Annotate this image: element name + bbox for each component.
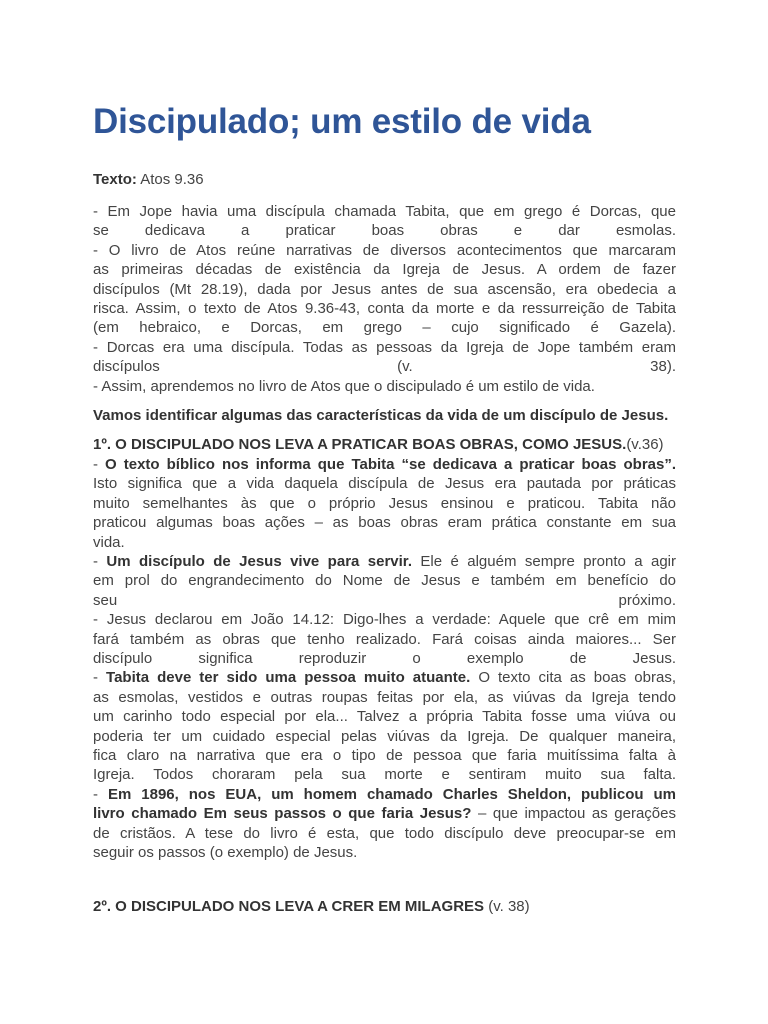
intro-line: - O livro de Atos reúne narrativas de diversos acontecimentos que marcaram [93, 241, 676, 259]
text-reference [93, 170, 676, 189]
section-2-heading-ref: (v. 38) [488, 898, 530, 916]
text-reference-value: Atos 9.36 [140, 171, 204, 188]
section-1-p5-second [93, 804, 676, 823]
intro-line: discípulos (v. 38). [93, 358, 676, 376]
section-1-p5-bold-1: Em 1896, nos EUA, um homem chamado Charles Sheldon, publicou um [107, 785, 676, 803]
section-1-line: poderia ter um cuidado especial pelas viúvas da Igreja. De qualquer maneira, [93, 727, 676, 745]
section-1-line: seu próximo. [93, 591, 676, 609]
intro-line: - Dorcas era uma discípula. Todas as pessoas da Igreja de Jope também eram [93, 338, 676, 356]
section-1-p2-bold: Um discípulo de Jesus vive para servir. [106, 552, 412, 570]
intro-line: se dedicava a praticar boas obras e dar esmolas. [93, 222, 676, 240]
intro-paragraphs [93, 202, 676, 396]
intro-line: - Assim, aprendemos no livro de Atos que o discipulado é um estilo de vida. [93, 377, 595, 395]
section-1-p1-first [93, 455, 676, 474]
intro-line: discípulos (Mt 28.19), dada por Jesus antes de sua ascensão, era obedecia a [93, 280, 676, 298]
section-1-heading-text: 1º. O DISCIPULADO NOS LEVA A PRATICAR BOAS OBRAS, COMO JESUS. [93, 436, 627, 454]
dash: - [93, 785, 108, 803]
intro-line: risca. Assim, o texto de Atos 9.36-43, conta da morte e da ressurreição de Tabita [93, 300, 676, 318]
document-title: Discipulado; um estilo de vida [93, 102, 591, 141]
section-2-heading-text: 2º. O DISCIPULADO NOS LEVA A CRER EM MILAGRES [93, 898, 485, 916]
section-2-heading [93, 897, 676, 916]
section-1-line: as esmolas, vestidos e outras roupas feitas por ela, as viúvas da Igreja tendo [93, 688, 676, 706]
section-1-line: seguir os passos (o exemplo) de Jesus. [93, 844, 358, 861]
document-page [93, 98, 676, 917]
section-1-line: discípulo significa reproduzir o exemplo de Jesus. [93, 649, 676, 667]
section-1-p5-after: – que impactou as gerações [477, 805, 676, 823]
section-1-p4-first [93, 668, 676, 687]
section-1-line: fica claro na narrativa que era o tipo de pessoa que faria muitíssima falta à [93, 746, 676, 764]
section-1-line: - Jesus declarou em João 14.12: Digo-lhes a verdade: Aquele que crê em mim [93, 611, 676, 629]
section-1 [93, 435, 676, 862]
section-1-p1-bold: O texto bíblico nos informa que Tabita “se dedicava a praticar boas obras”. [105, 455, 677, 473]
section-1-heading-ref: (v.36) [626, 436, 664, 454]
section-1-line: em prol do engrandecimento do Nome de Jesus e também em benefício do [93, 572, 676, 590]
section-1-line: Igreja. Todos choraram pela sua morte e sentiram muito sua falta. [93, 766, 676, 784]
section-1-line: um carinho todo especial por ela... Talvez a própria Tabita fosse uma viúva ou [93, 708, 676, 726]
section-1-line: de cristãos. A tese do livro é esta, que todo discípulo deve preocupar-se em [93, 824, 676, 842]
dash: - [93, 552, 107, 570]
dash: - [93, 455, 106, 473]
section-1-heading [93, 435, 676, 454]
section-1-line: praticou algumas boas ações – as boas obras eram prática constante em sua [93, 514, 676, 532]
text-reference-label: Texto: [93, 171, 137, 188]
section-1-line: vida. [93, 533, 125, 551]
section-1-p5-first [93, 785, 676, 804]
section-1-p4-first-text: O texto cita as boas obras, [478, 669, 676, 687]
intro-line: as primeiras décadas de existência da Igreja de Jesus. A ordem de fazer [93, 261, 676, 279]
section-1-line: muito semelhantes às que o próprio Jesus ensinou e praticou. Tabita não [93, 494, 676, 512]
intro-line: (em hebraico, e Dorcas, em grego – cujo significado é Gazela). [93, 319, 676, 337]
intro-line: - Em Jope havia uma discípula chamada Tabita, que em grego é Dorcas, que [93, 203, 676, 220]
section-1-p2-first [93, 552, 676, 571]
section-1-p4-bold: Tabita deve ter sido uma pessoa muito atuante. [106, 669, 471, 687]
section-question: Vamos identificar algumas das características da vida de um discípulo de Jesus. [93, 407, 669, 425]
section-1-p5-bold-2: livro chamado Em seus passos o que faria Jesus? [93, 805, 472, 823]
section-1-p2-first-text: Ele é alguém sempre pronto a agir [420, 552, 676, 570]
dash: - [93, 669, 107, 687]
section-1-line: fará também as obras que tenho realizado. Fará coisas ainda maiores... Ser [93, 630, 676, 648]
section-1-line: Isto significa que a vida daquela discípula de Jesus era pautada por práticas [93, 475, 676, 493]
